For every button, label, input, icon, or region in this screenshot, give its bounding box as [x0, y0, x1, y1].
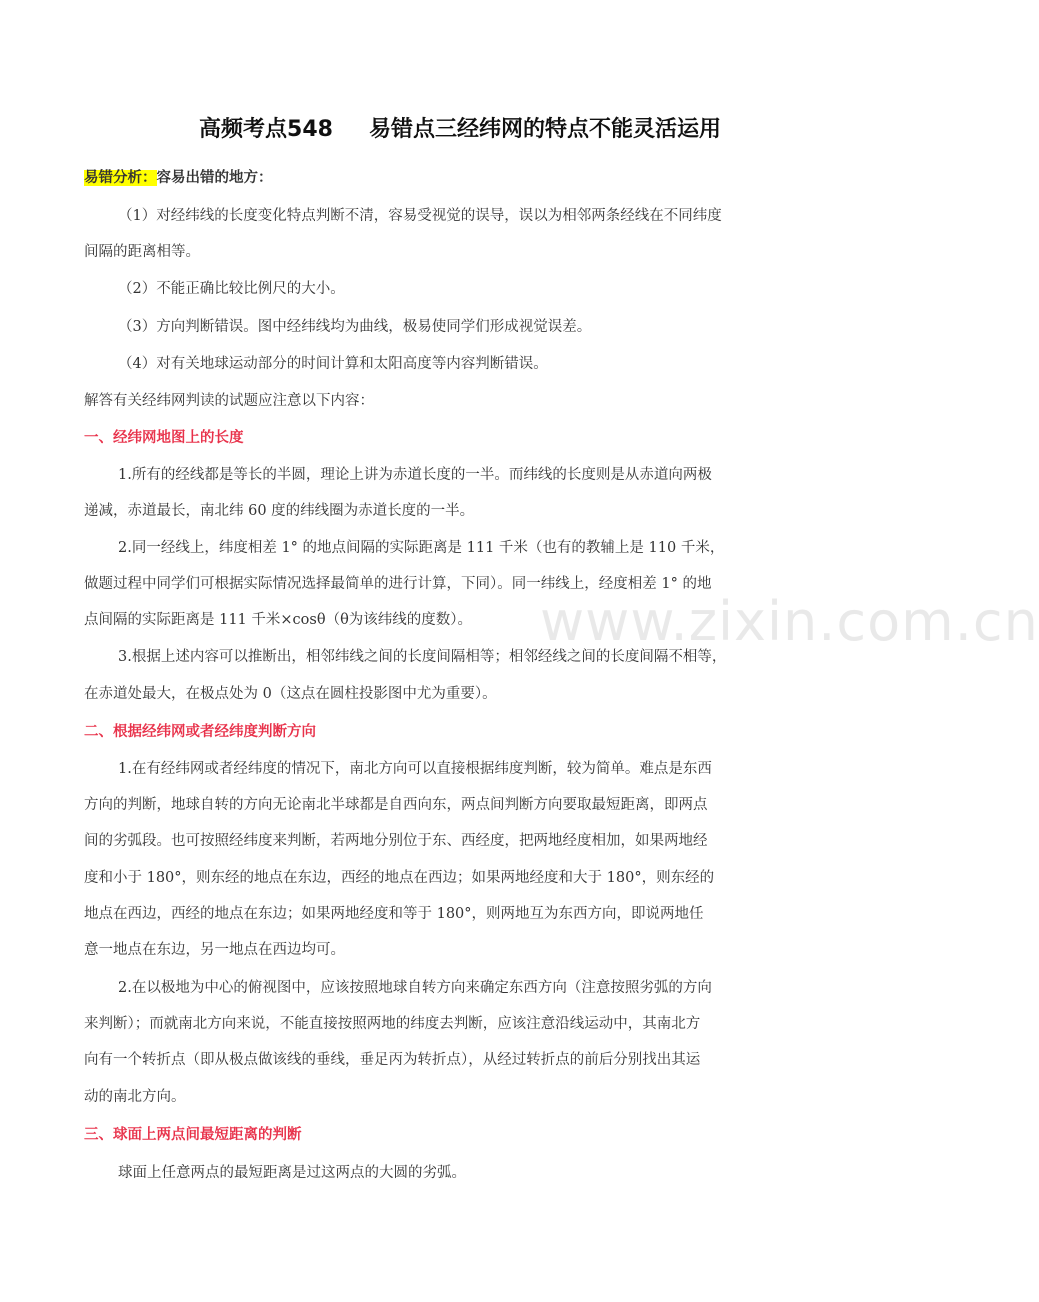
error-analysis-text: 容易出错的地方：: [156, 170, 273, 186]
section-1-p3-line-2: 在赤道处最大，在极点处为 0（这点在圆柱投影图中尤为重要）。: [84, 686, 497, 702]
section-1-p2-line-2: 做题过程中同学们可根据实际情况选择最简单的进行计算，下同）。同一纬线上，经度相差 1° 的地: [84, 576, 712, 592]
error-analysis-label: 易错分析：: [84, 170, 157, 186]
section-2-p2-line-1: 2.在以极地为中心的俯视图中，应该按照地球自转方向来确定东西方向（注意按照劣弧的方向: [118, 980, 712, 996]
section-1-p1-line-1: 1.所有的经线都是等长的半圆，理论上讲为赤道长度的一半。而纬线的长度则是从赤道向两极: [118, 467, 712, 483]
section-2-p1-line-2: 方向的判断，地球自转的方向无论南北半球都是自西向东，两点间判断方向要取最短距离，即两点: [84, 797, 708, 813]
title-text: 易错点三经纬网的特点不能灵活运用: [368, 117, 721, 142]
section-2-p1-line-4: 度和小于 180°，则东经的地点在东边，西经的地点在西边；如果两地经度和大于 180°，则东经的: [84, 870, 715, 886]
section-2-p2-line-2: 来判断）；而就南北方向来说，不能直接按照两地的纬度去判断，应该注意沿线运动中，其南北方: [84, 1016, 701, 1032]
error-item-1-line-1: （1）对经纬线的长度变化特点判断不清，容易受视觉的误导，误以为相邻两条经线在不同纬度: [118, 208, 722, 224]
watermark-text: www.zixin.com.cn: [540, 590, 1039, 653]
error-item-3: （3）方向判断错误。图中经纬线均为曲线，极易使同学们形成视觉误差。: [118, 319, 592, 335]
section-2-p1-line-1: 1.在有经纬网或者经纬度的情况下，南北方向可以直接根据纬度判断，较为简单。难点是东西: [118, 761, 712, 777]
page-title: [0, 112, 920, 143]
section-1-p1-line-2: 递减，赤道最长，南北纬 60 度的纬线圈为赤道长度的一半。: [84, 503, 475, 519]
section-1-heading: 一、经纬网地图上的长度: [84, 430, 244, 446]
section-2-p2-line-4: 动的南北方向。: [84, 1089, 186, 1105]
section-2-p2-line-3: 向有一个转折点（即从极点做该线的垂线，垂足丙为转折点），从经过转折点的前后分别找出其运: [84, 1052, 701, 1068]
section-2-heading: 二、根据经纬网或者经纬度判断方向: [84, 724, 316, 740]
section-2-p1-line-6: 意一地点在东边，另一地点在西边均可。: [84, 942, 345, 958]
section-1-p2-line-1: 2.同一经线上，纬度相差 1° 的地点间隔的实际距离是 111 千米（也有的教辅上是 110 千米，: [118, 540, 725, 556]
title-code: 高频考点548: [199, 117, 333, 142]
section-1-p3-line-1: 3.根据上述内容可以推断出，相邻纬线之间的长度间隔相等；相邻经线之间的长度间隔不相等，: [118, 649, 727, 665]
error-item-1-line-2: 间隔的距离相等。: [84, 244, 200, 260]
error-item-2: （2）不能正确比较比例尺的大小。: [118, 281, 345, 297]
section-2-p1-line-5: 地点在西边，西经的地点在东边；如果两地经度和等于 180°，则两地互为东西方向，即说两地任: [84, 906, 704, 922]
section-3-heading: 三、球面上两点间最短距离的判断: [84, 1127, 302, 1143]
section-2-p1-line-3: 间的劣弧段。也可按照经纬度来判断，若两地分别位于东、西经度，把两地经度相加，如果两地经: [84, 833, 708, 849]
section-1-p2-line-3: 点间隔的实际距离是 111 千米×cosθ（θ为该纬线的度数）。: [84, 612, 473, 628]
error-item-4: （4）对有关地球运动部分的时间计算和太阳高度等内容判断错误。: [118, 356, 548, 372]
note-line: 解答有关经纬网判读的试题应注意以下内容：: [84, 393, 374, 409]
section-3-p1: 球面上任意两点的最短距离是过这两点的大圆的劣弧。: [118, 1165, 466, 1181]
error-analysis-line: [84, 166, 273, 187]
